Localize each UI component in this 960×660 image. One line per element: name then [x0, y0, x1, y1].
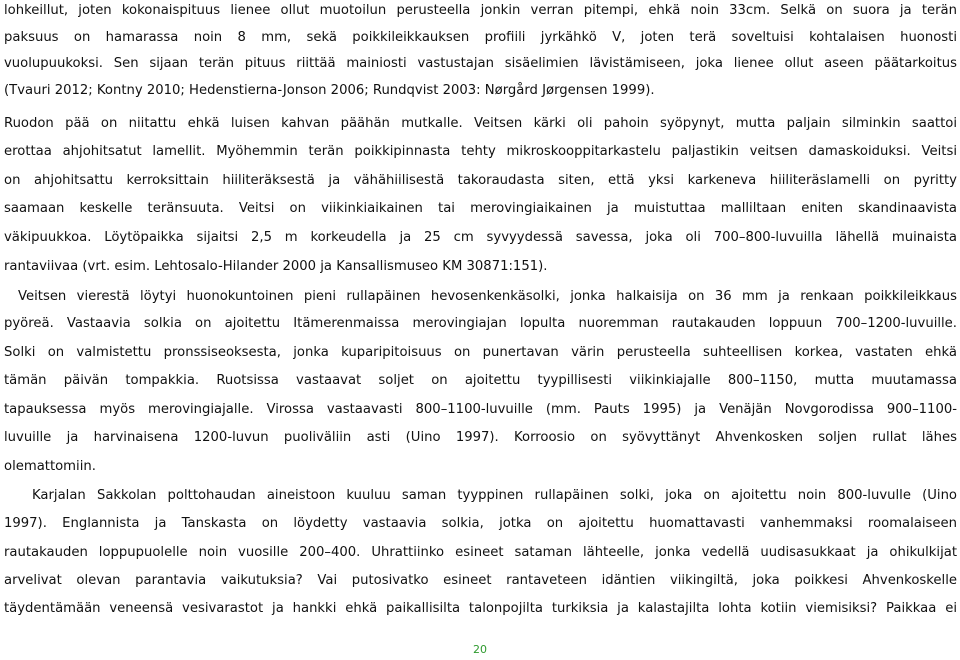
text-line: rantaviivaa (vrt. esim. Lehtosalo-Hilander 2000 ja Kansallismuseo KM 30871:151). [4, 259, 548, 274]
text-line: olemattomiin. [4, 459, 96, 474]
text-line: väkipuukkoa. Löytöpaikka sijaitsi 2,5 m korkeudella ja 25 cm syvyydessä savessa, joka oli 700–800-luvuilla lähellä muinaista [4, 230, 957, 245]
page-number: 20 [473, 643, 487, 656]
text-line: on ahjohitsattu kerroksittain hiiliteräksestä ja vähähiilisestä takoraudasta siten, että yksi karkeneva hiiliteräslamelli on pyritty [4, 173, 957, 188]
text-line: tämän päivän tompakkia. Ruotsissa vastaavat soljet on ajoitettu tyypillisesti viikinkiajalle 800–1150, mutta muutamassa [4, 373, 957, 388]
text-line: saamaan keskelle teränsuuta. Veitsi on viikinkiaikainen tai merovingiaikainen ja muistuttaa malliltaan eniten skandinaavista [4, 201, 957, 216]
document-page [4, 0, 957, 660]
text-line: tapauksessa myös merovingiajalle. Virossa vastaavasti 800–1100-luvuille (mm. Pauts 1995) ja Venäjän Novgorodissa 900–1100- [4, 402, 957, 417]
text-line: Veitsen vierestä löytyi huonokuntoinen pieni rullapäinen hevosenkenkäsolki, jonka halkaisija on 36 mm ja renkaan poikkileikkaus [18, 289, 957, 304]
text-line: 1997). Englannista ja Tanskasta on löydetty vastaavia solkia, jotka on ajoitettu huomattavasti vanhemmaksi roomalaiseen [4, 516, 957, 531]
text-line: rautakauden loppupuolelle noin vuosille 200–400. Uhrattiinko esineet sataman lähteelle, jonka vedellä uudisasukkaat ja ohikulkijat [4, 545, 957, 560]
text-line: lohkeillut, joten kokonaispituus lienee ollut muotoilun perusteella jonkin verran pitempi, ehkä noin 33cm. Selkä on suora ja terän [4, 3, 957, 18]
text-line: (Tvauri 2012; Kontny 2010; Hedenstierna-Jonson 2006; Rundqvist 2003: Nørgård Jørgensen 1999). [4, 83, 655, 98]
text-line: Solki on valmistettu pronssiseoksesta, jonka kuparipitoisuus on punertavan värin perusteella suhteellisen korkea, vastaten ehkä [4, 345, 957, 360]
text-line: erottaa ahjohitsatut lamellit. Myöhemmin terän poikkipinnasta tehty mikroskooppitarkastelu paljastikin veitsen damaskoiduksi. Veitsi [4, 144, 957, 159]
text-line: Ruodon pää on niitattu ehkä luisen kahvan päähän mutkalle. Veitsen kärki oli pahoin syöpynyt, mutta paljain silminkin saattoi [4, 116, 957, 131]
text-line: pyöreä. Vastaavia solkia on ajoitettu Itämerenmaissa merovingiajan lopulta nuoremman rautakauden loppuun 700–1200-luvuille. [4, 316, 957, 331]
text-line: luvuille ja harvinaisena 1200-luvun puoliväliin asti (Uino 1997). Korroosio on syövyttänyt Ahvenkosken soljen rullat lähes [4, 430, 957, 445]
text-line: Karjalan Sakkolan polttohaudan aineistoon kuuluu saman tyyppinen rullapäinen solki, joka on ajoitettu noin 800-luvulle (Uino [32, 488, 957, 503]
text-line: paksuus on hamarassa noin 8 mm, sekä poikkileikkauksen profiili jyrkähkö V, joten terä soveltuisi kohtalaisen huonosti [4, 30, 957, 45]
text-line: vuolupuukoksi. Sen sijaan terän pituus riittää mainiosti vastustajan sisäelimien lävistämiseen, joka lienee ollut aseen päätarkoitus [4, 56, 957, 71]
text-line: täydentämään veneensä vesivarastot ja hankki ehkä paikallisilta talonpojilta turkiksia ja kalastajilta lohta kotiin viemisiksi? Paikkaa ei [4, 601, 957, 616]
text-line: arvelivat olevan parantavia vaikutuksia? Vai putosivatko esineet rantaveteen idäntien viikingiltä, joka poikkesi Ahvenkoskelle [4, 573, 957, 588]
